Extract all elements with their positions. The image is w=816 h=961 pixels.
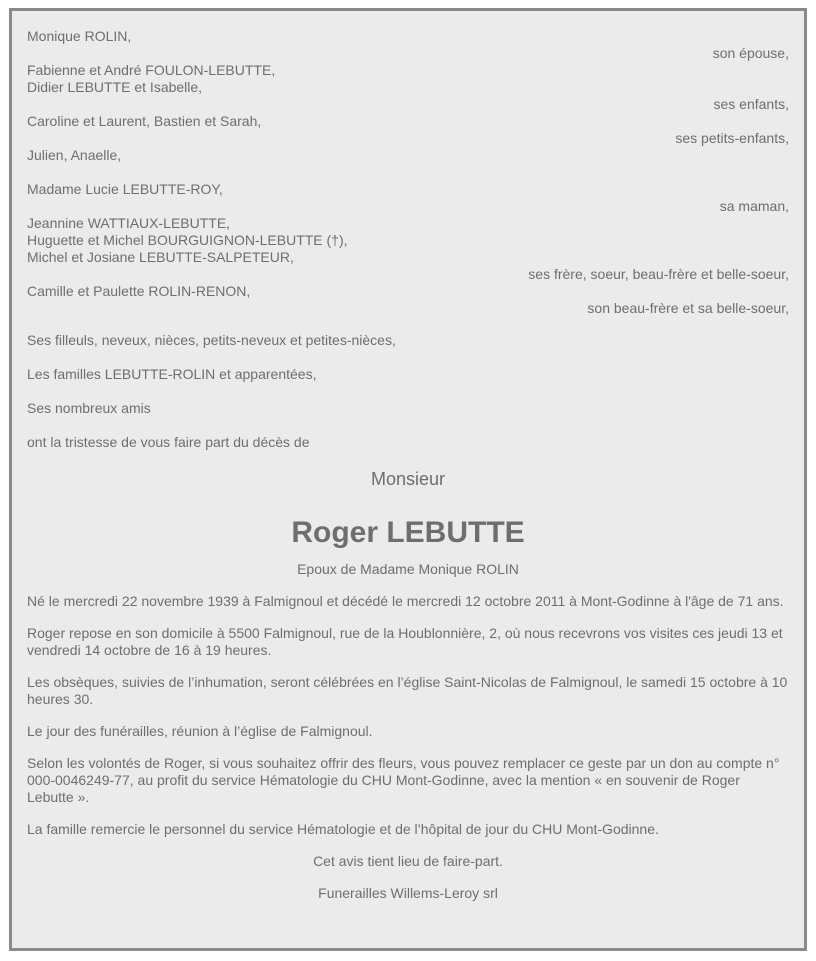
inlaws-name: Camille et Paulette ROLIN-RENON, — [27, 283, 251, 299]
obituary-card — [9, 8, 807, 951]
thanks-paragraph: La famille remercie le personnel du service Hématologie et de l’hôpital de jour du CHU Mont-Godinne. — [27, 821, 659, 837]
spouse-name: Monique ROLIN, — [27, 28, 132, 44]
birth-death-paragraph: Né le mercredi 22 novembre 1939 à Falmignoul et décédé le mercredi 12 octobre 2011 à Mont-Godinne à l'âge de 71 ans. — [27, 593, 784, 609]
donation-paragraph: Selon les volontés de Roger, si vous souhaitez offrir des fleurs, vous pouvez remplacer ce geste par un don au compte n° 000-0046249-77, au profit du service Hématologie du CHU Mont-Godinne, avec la mention « en souvenir de Roger Lebutte ». — [27, 755, 780, 805]
grandchildren-relation: ses petits-enfants, — [675, 130, 789, 146]
funeral-paragraph: Les obsèques, suivies de l’inhumation, seront célébrées en l’église Saint-Nicolas de Falmignoul, le samedi 15 octobre à 10 heures 30. — [27, 674, 788, 707]
mother-name: Madame Lucie LEBUTTE-ROY, — [27, 181, 223, 197]
meeting-paragraph: Le jour des funérailles, réunion à l’église de Falmignoul. — [27, 723, 373, 739]
siblings-line-2: Huguette et Michel BOURGUIGNON-LEBUTTE (†), — [27, 232, 348, 248]
siblings-line-3: Michel et Josiane LEBUTTE-SALPETEUR, — [27, 249, 294, 265]
families-line: Les familles LEBUTTE-ROLIN et apparentées, — [27, 366, 317, 382]
funeral-home: Funerailles Willems-Leroy srl — [318, 885, 498, 901]
siblings-line-1: Jeannine WATTIAUX-LEBUTTE, — [27, 215, 231, 231]
visitation-paragraph: Roger repose en son domicile à 5500 Falmignoul, rue de la Houblonnière, 2, où nous recevrons vos visites ces jeudi 13 et vendredi 14 octobre de 16 à 19 heures. — [27, 625, 783, 658]
grandchildren-line-1: Caroline et Laurent, Bastien et Sarah, — [27, 113, 262, 129]
godchildren-line: Ses filleuls, neveux, nièces, petits-neveux et petites-nièces, — [27, 332, 396, 348]
notice-line: Cet avis tient lieu de faire-part. — [313, 853, 503, 869]
friends-line: Ses nombreux amis — [27, 400, 151, 416]
grandchildren-line-2: Julien, Anaelle, — [27, 147, 122, 163]
children-line-1: Fabienne et André FOULON-LEBUTTE, — [27, 62, 276, 78]
inlaws-relation: son beau-frère et sa belle-soeur, — [587, 300, 789, 316]
obituary-content — [27, 28, 789, 902]
deceased-name: Roger LEBUTTE — [291, 516, 525, 549]
spouse-of-line: Epoux de Madame Monique ROLIN — [297, 561, 519, 577]
announcement-line: ont la tristesse de vous faire part du décès de — [27, 434, 310, 450]
spouse-relation: son épouse, — [712, 45, 789, 61]
siblings-relation: ses frère, soeur, beau-frère et belle-soeur, — [528, 266, 789, 282]
children-line-2: Didier LEBUTTE et Isabelle, — [27, 79, 203, 95]
mother-relation: sa maman, — [719, 198, 789, 214]
children-relation: ses enfants, — [713, 96, 789, 112]
honorific: Monsieur — [370, 469, 446, 489]
